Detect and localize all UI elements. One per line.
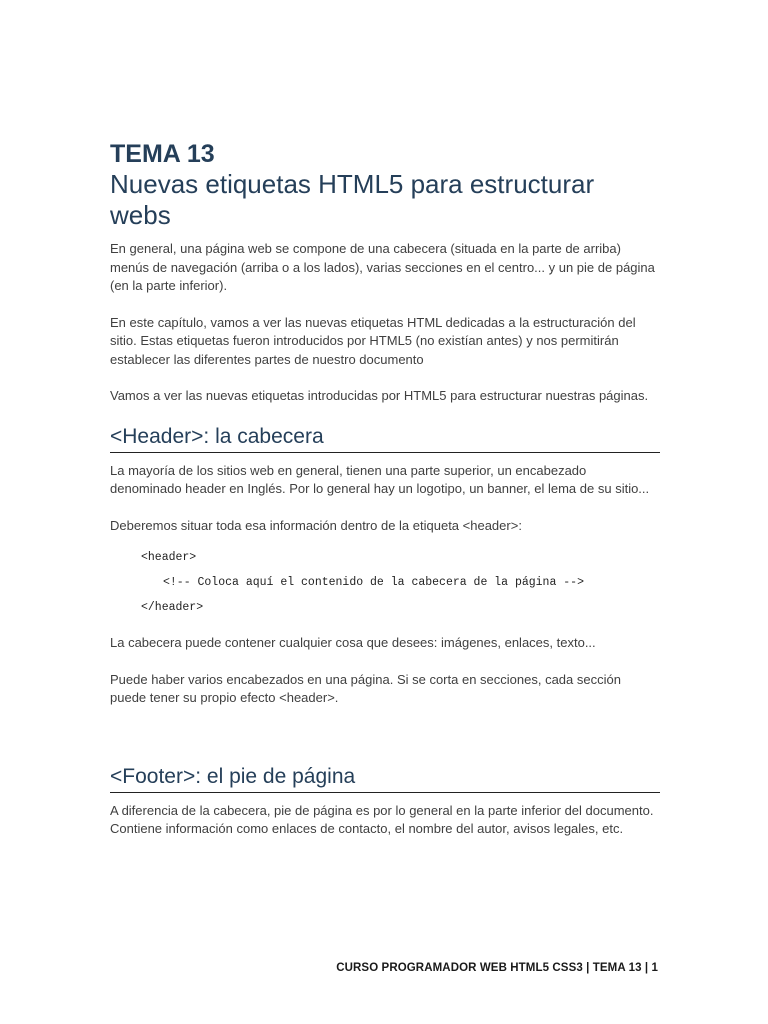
page-content <box>110 139 660 857</box>
intro-paragraph-2: En este capítulo, vamos a ver las nuevas etiquetas HTML dedicadas a la estructuración del sitio. Estas etiquetas fueron introducidos por HTML5 (no existían antes) y nos permitirán establecer las diferentes partes de nuestro documento <box>110 314 636 367</box>
header-paragraph-3: La cabecera puede contener cualquier cosa que desees: imágenes, enlaces, texto... <box>110 635 596 650</box>
code-line-close: </header> <box>141 601 204 614</box>
chapter-title: Nuevas etiquetas HTML5 para estructurar webs <box>110 169 595 230</box>
intro-paragraph-3: Vamos a ver las nuevas etiquetas introducidas por HTML5 para estructurar nuestras páginas. <box>110 388 649 403</box>
intro-paragraph-1: En general, una página web se compone de una cabecera (situada en la parte de arriba) menús de navegación (arriba o a los lados), varias secciones en el centro... y un pie de página (en la parte inferior). <box>110 241 655 293</box>
section-spacer <box>110 726 660 764</box>
header-paragraph-2: Deberemos situar toda esa información dentro de la etiqueta <header>: <box>110 517 522 533</box>
page-footer: CURSO PROGRAMADOR WEB HTML5 CSS3 | TEMA 13 | 1 <box>336 962 658 974</box>
header-paragraph-4: Puede haber varios encabezados en una página. Si se corta en secciones, cada sección puede tener su propio efecto <header>. <box>110 671 621 705</box>
header-paragraph-1: La mayoría de los sitios web en general, tienen una parte superior, un encabezado denominado header en Inglés. Por lo general hay un logotipo, un banner, el lema de su sitio... <box>110 462 650 496</box>
code-block <box>110 545 660 620</box>
header-section-heading: <Header>: la cabecera <box>110 424 660 453</box>
code-line-comment: <!-- Coloca aquí el contenido de la cabecera de la página --> <box>163 576 584 589</box>
footer-paragraph-1: A diferencia de la cabecera, pie de página es por lo general en la parte inferior del documento. Contiene información como enlaces de contacto, el nombre del autor, avisos legales, etc. <box>110 802 654 836</box>
footer-section-heading: <Footer>: el pie de página <box>110 764 660 793</box>
code-line-open: <header> <box>141 551 197 564</box>
chapter-number: TEMA 13 <box>110 140 215 168</box>
